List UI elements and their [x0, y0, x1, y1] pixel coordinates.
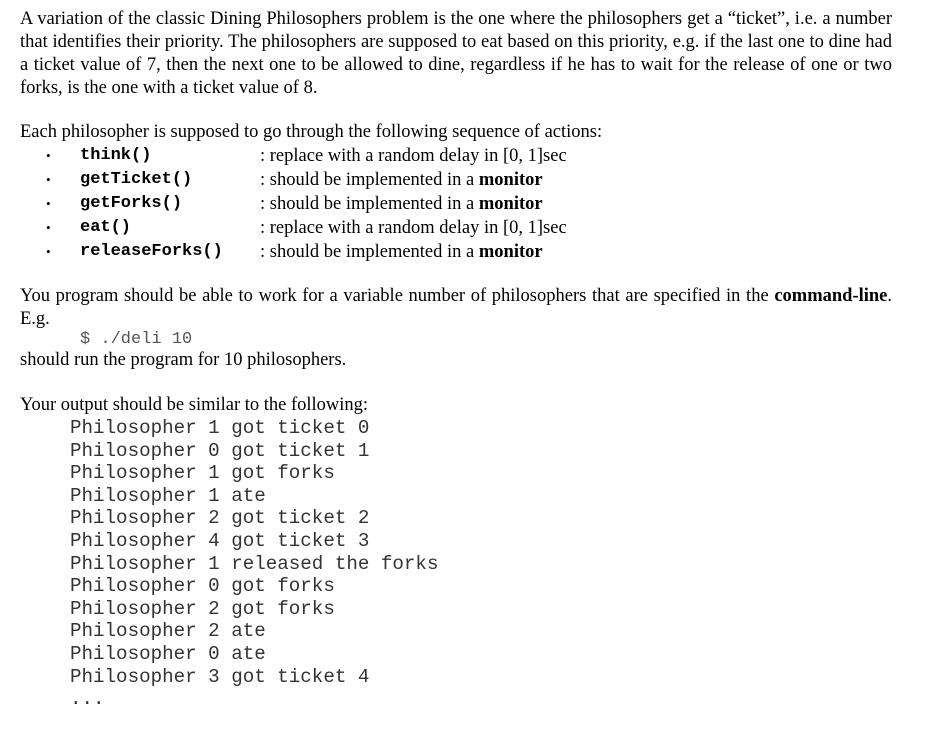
cmdline-text: You program should be able to work for a variable number of philosophers that are specified in the	[20, 286, 769, 306]
action-item	[20, 144, 892, 168]
intro-paragraph: A variation of the classic Dining Philosophers problem is the one where the philosophers get a “ticket”, i.e. a number that identifies their priority. The philosophers are supposed to eat based on this priority, e.g. if the last one to dine had a ticket value of 7, then the next one to be allowed to dine, regardless if he has to wait for the release of one or two forks, is the one with a ticket value of 8.	[20, 9, 892, 98]
action-function: eat()	[80, 218, 132, 237]
sequence-intro: Each philosopher is supposed to go through the following sequence of actions:	[20, 122, 603, 142]
action-list	[20, 144, 892, 264]
cmdline-after: . E.g.	[20, 286, 893, 329]
bullet-icon: •	[46, 196, 51, 211]
action-description	[260, 216, 567, 240]
output-ellipsis: ...	[70, 688, 105, 711]
output-line: Philosopher 3 got ticket 4	[70, 665, 370, 688]
output-line: Philosopher 2 ate	[70, 620, 266, 643]
action-description-text: : should be implemented in a	[260, 194, 479, 214]
output-intro: Your output should be similar to the following:	[20, 395, 369, 415]
bullet-icon: •	[46, 172, 51, 187]
document	[20, 8, 892, 711]
action-description-text: : should be implemented in a	[260, 170, 479, 190]
output-line: Philosopher 0 got ticket 1	[70, 439, 370, 462]
action-description	[260, 240, 543, 264]
output-line: Philosopher 1 got ticket 0	[70, 417, 370, 439]
output-line: Philosopher 1 ate	[70, 484, 266, 507]
output-line: Philosopher 0 got forks	[70, 575, 335, 598]
action-description-text: : should be implemented in a	[260, 242, 479, 262]
action-description	[260, 168, 543, 192]
action-description	[260, 144, 567, 168]
action-item	[20, 240, 892, 264]
action-description-emphasis: monitor	[478, 170, 543, 190]
sample-output	[70, 417, 892, 711]
output-line: Philosopher 1 released the forks	[70, 552, 439, 575]
output-line: Philosopher 4 got ticket 3	[70, 529, 370, 552]
output-line: Philosopher 0 ate	[70, 642, 266, 665]
action-description-text: : replace with a random delay in [0, 1]sec	[260, 146, 567, 166]
action-description	[260, 192, 543, 216]
command-note: should run the program for 10 philosophers.	[20, 350, 347, 370]
action-description-emphasis: monitor	[478, 194, 543, 214]
command-example: $ ./deli 10	[80, 330, 193, 349]
action-description-text: : replace with a random delay in [0, 1]sec	[260, 218, 567, 238]
action-item	[20, 168, 892, 192]
action-item	[20, 192, 892, 216]
cmdline-emphasis: command-line	[774, 286, 888, 306]
output-line: Philosopher 2 got forks	[70, 597, 335, 620]
action-description-emphasis: monitor	[478, 242, 543, 262]
action-function: think()	[80, 146, 152, 165]
action-function: getTicket()	[80, 170, 193, 189]
action-item	[20, 216, 892, 240]
cmdline-paragraph	[20, 285, 892, 331]
bullet-icon: •	[46, 220, 51, 235]
bullet-icon: •	[46, 148, 51, 163]
bullet-icon: •	[46, 244, 51, 259]
output-line: Philosopher 1 got forks	[70, 462, 335, 485]
action-function: releaseForks()	[80, 242, 223, 261]
output-line: Philosopher 2 got ticket 2	[70, 507, 370, 530]
action-function: getForks()	[80, 194, 183, 213]
